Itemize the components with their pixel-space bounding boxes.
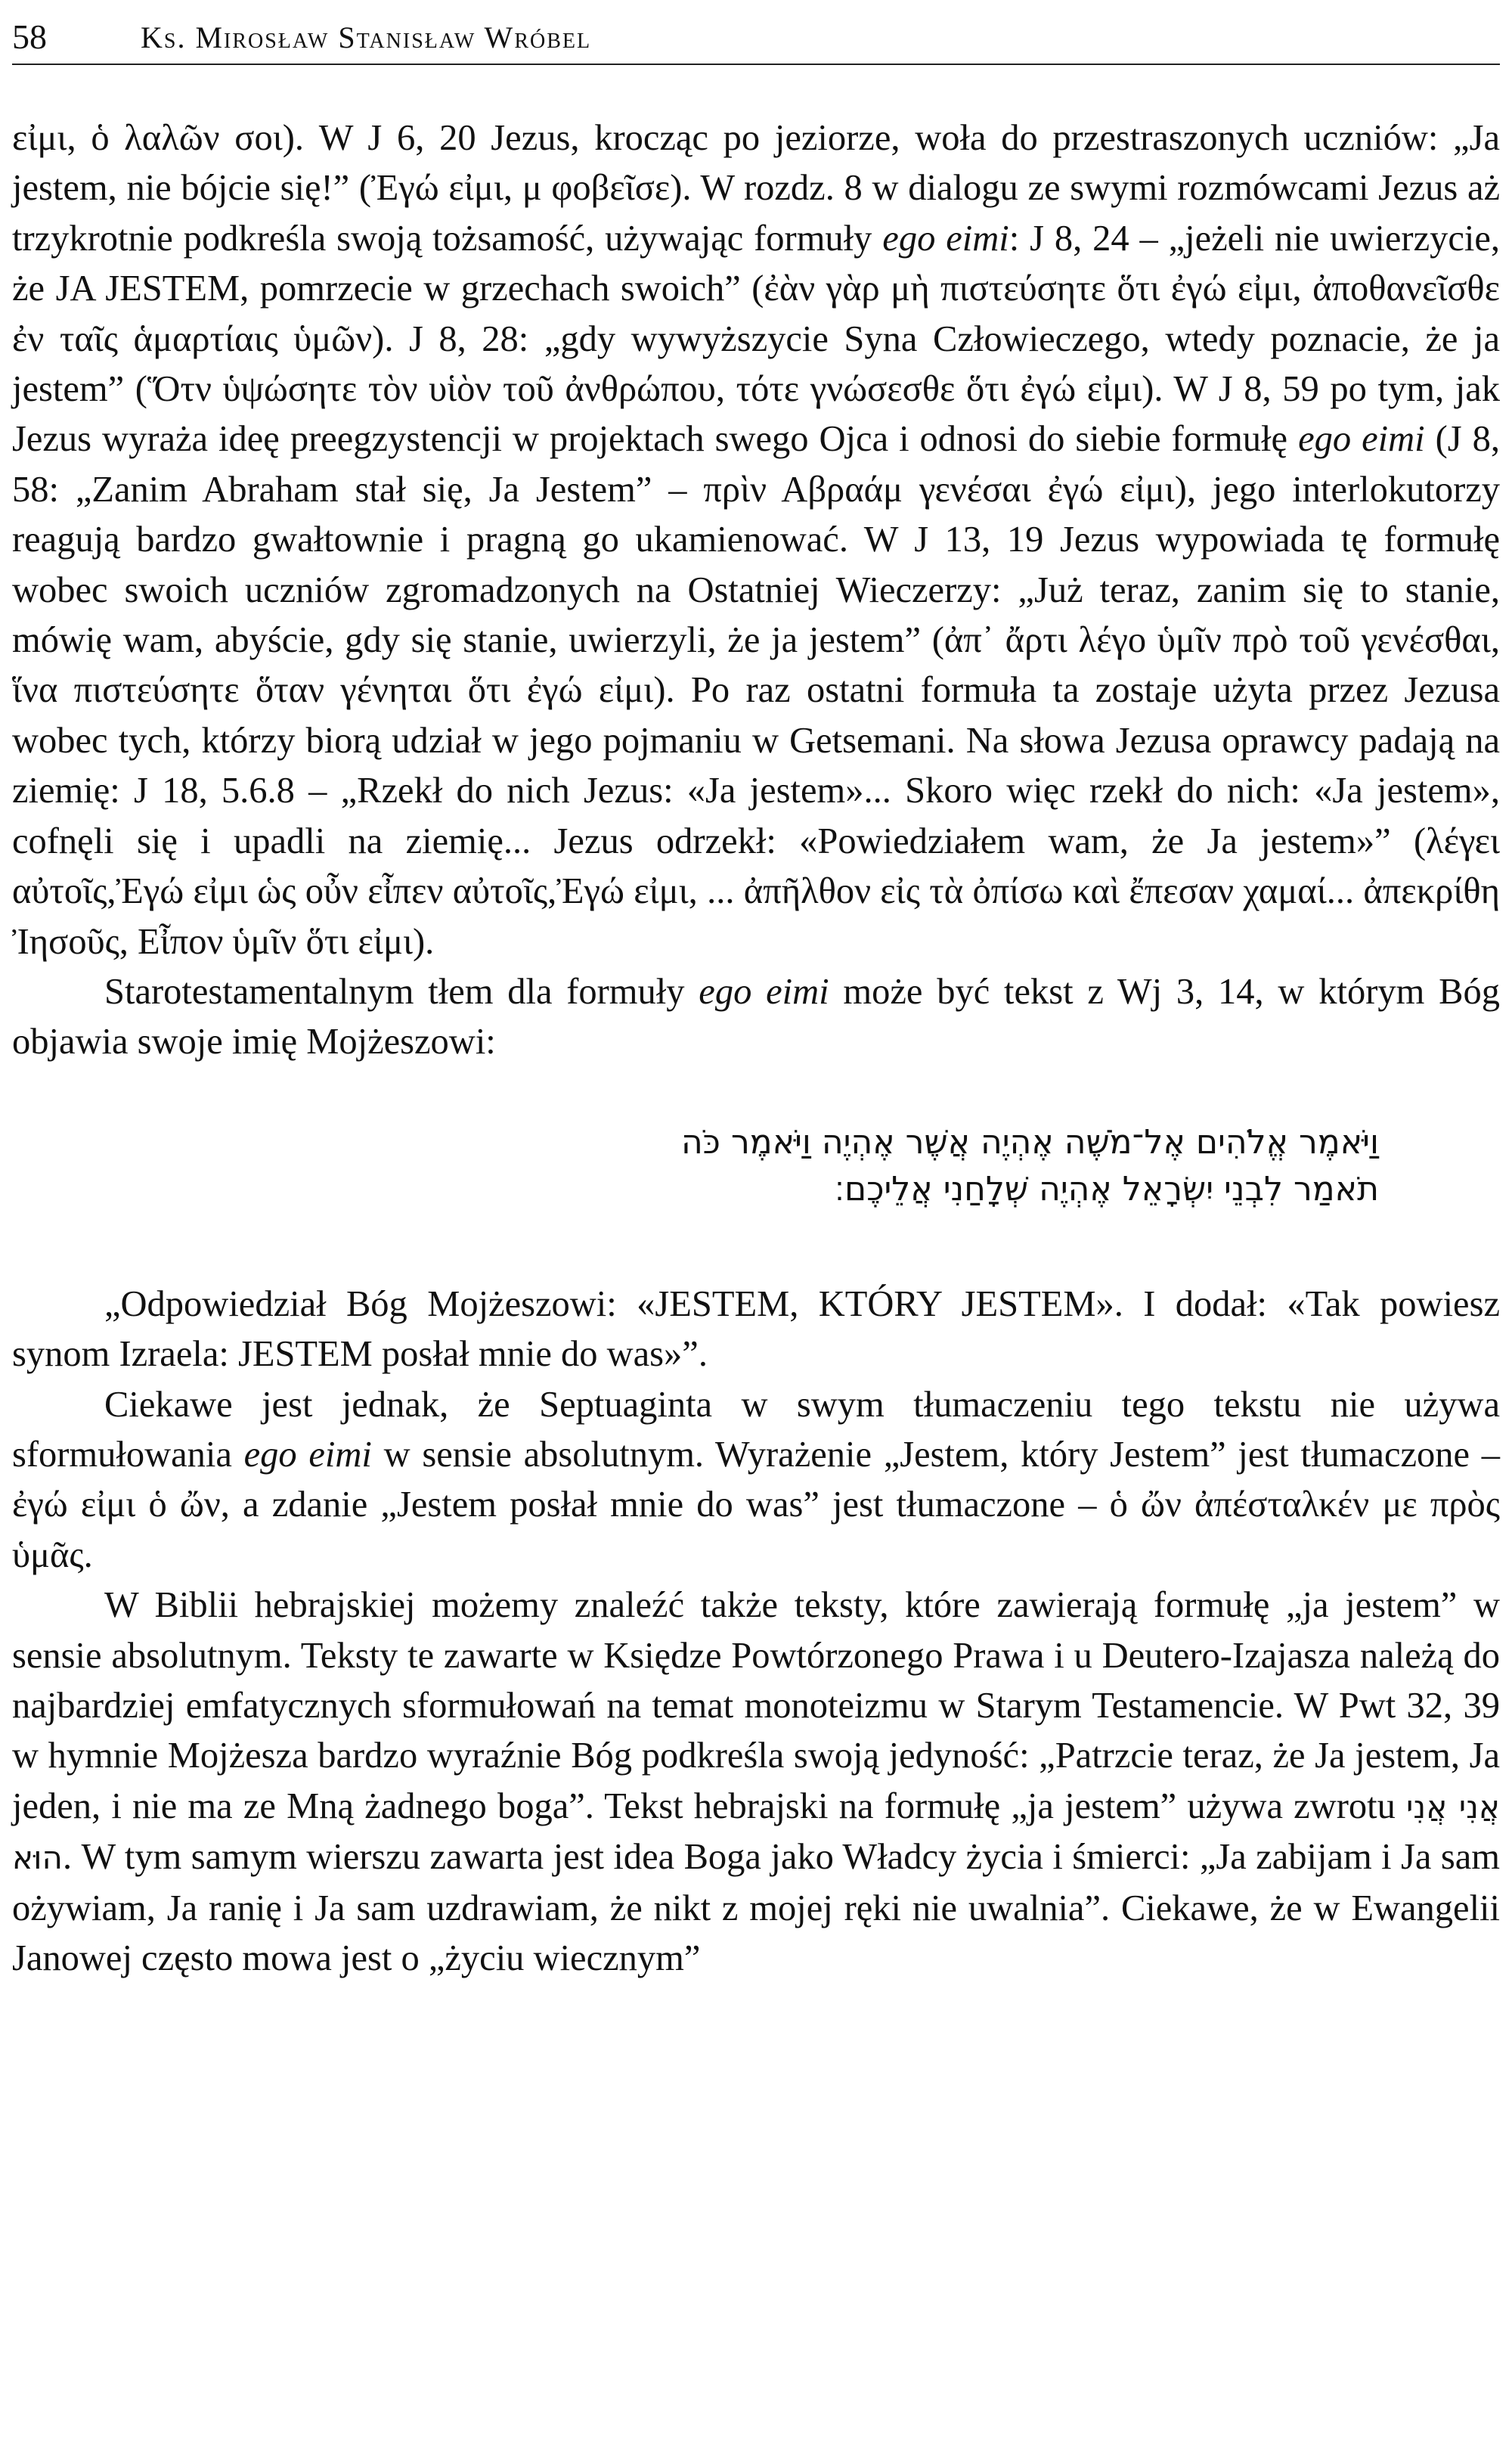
- term-ego-eimi: ego eimi: [1298, 419, 1425, 460]
- hebrew-quotation: [12, 1119, 1500, 1213]
- paragraph-5-part-2: . W tym samym wierszu zawarta jest idea Boga jako Władcy życia i śmierci: „Ja zabijam i Ja sam ożywiam, Ja ranię i Ja sam uzdrawiam, że nikt z mojej ręki nie uwalnia”. Ciekawe, że w Ewangelii Janowej często mowa jest o „życiu wiecznym”: [12, 1837, 1500, 1978]
- paragraph-3: „Odpowiedział Bóg Mojżeszowi: «JESTEM, KTÓRY JESTEM». I dodał: «Tak powiesz synom Izraela: JESTEM posłał mnie do was»”.: [12, 1283, 1500, 1375]
- page-number: 58: [12, 17, 47, 56]
- hebrew-inline-phrase: אֲנִי אֲנִי הוּא: [12, 1788, 1501, 1877]
- paragraph-2: [12, 967, 1500, 1068]
- paragraph-1-part-1: εἰμι, ὁ λαλῶν σοι). W J 6, 20 Jezus, krocząc po jeziorze, woła do przestraszonych uczniów: „Ja jestem, nie bójcie się!” (Ἐγώ εἰμι, μ φοβεῖσε). W rozdz. 8 w dialogu ze swymi rozmówcami Jezus aż trzykrotnie podkreśla swoją tożsamość, używając formuły: [12, 118, 1500, 259]
- term-ego-eimi: ego eimi: [882, 218, 1009, 259]
- term-ego-eimi: ego eimi: [699, 971, 829, 1012]
- running-head-author: Ks. Mirosław Stanisław Wróbel: [141, 20, 592, 54]
- page-header: [12, 11, 1500, 65]
- paragraph-1-part-3: (J 8, 58: „Zanim Abraham stał się, Ja Jestem” – πρὶν Αβραάμ γενέσαι ἐγώ εἰμι), jego interlokutorzy reagują bardzo gwałtownie i pragną go ukamienować. W J 13, 19 Jezus wypowiada tę formułę wobec swoich uczniów zgromadzonych na Ostatniej Wieczerzy: „Już teraz, zanim się to stanie, mówię wam, abyście, gdy się stanie, uwierzyli, że ja jestem” (ἀπ᾽ ἄρτι λέγο ὑμῖν πρὸ τοῦ γενέσθαι, ἵνα πιστεύσητε ὅταν γένηται ὅτι ἐγώ εἰμι). Po raz ostatni formuła ta zostaje użyta przez Jezusa wobec tych, którzy biorą udział w jego pojmaniu w Getsemani. Na słowa Jezusa oprawcy padają na ziemię: J 18, 5.6.8 – „Rzekł do nich Jezus: «Ja jestem»... Skoro więc rzekł do nich: «Ja jestem», cofnęli się i upadli na ziemię... Jezus odrzekł: «Powiedziałem wam, że Ja jestem»” (λέγει αὐτοῖς,Ἐγώ εἰμι ὡς οὖν εἶπεν αὐτοῖς,Ἐγώ εἰμι, ... ἀπῆλθον εἰς τὰ ὀπίσω καὶ ἔπεσαν χαμαί... ἀπεκρίθη Ἰησοῦς, Εἶπον ὑμῖν ὅτι εἰμι).: [12, 419, 1500, 962]
- paragraph-4-part-2: w sensie absolutnym. Wyrażenie „Jestem, który Jestem” jest tłumaczone – ἐγώ εἰμι ὁ ὤν, a zdanie „Jestem posłał mnie do was” jest tłumaczone – ὁ ὤν ἀπέσταλκέν με πρὸς ὑμᾶς.: [12, 1434, 1500, 1575]
- hebrew-line-1: וַיֹּאמֶר אֱלֹהִים אֶל־מֹשֶׁה אֶהְיֶה אֲשֶׁר אֶהְיֶה וַיֹּאמֶר כֹּה: [680, 1122, 1379, 1162]
- paragraph-5: [12, 1581, 1500, 1984]
- paragraph-2-part-1: Starotestamentalnym tłem dla formuły: [104, 971, 699, 1012]
- body-text: [12, 113, 1500, 1984]
- paragraph-1: [12, 113, 1500, 967]
- paragraph-1-part-2: : J 8, 24 – „jeżeli nie uwierzycie, że JA JESTEM, pomrzecie w grzechach swoich” (ἐὰν γὰρ μὴ πιστεύσητε ὅτι ἐγώ εἰμι, ἀποθανεῖσθε ἐν ταῖς ἁμαρτίαις ὑμῶν). J 8, 28: „gdy wywyższycie Syna Człowieczego, wtedy poznacie, że ja jestem” (Ὅτν ὑψώσητε τὸν υἱὸν τοῦ ἀνθρώπου, τότε γνώσεσθε ὅτι ἐγώ εἰμι). W J 8, 59 po tym, jak Jezus wyraża ideę preegzystencji w projektach swego Ojca i odnosi do siebie formułę: [12, 218, 1501, 460]
- paragraph-2-part-2: może być tekst z Wj 3, 14, w którym Bóg objawia swoje imię Mojżeszowi:: [12, 971, 1500, 1063]
- header-rule: [12, 64, 1500, 65]
- term-ego-eimi: ego eimi: [243, 1434, 372, 1475]
- paragraph-4: [12, 1380, 1500, 1581]
- paragraph-5-part-1: W Biblii hebrajskiej możemy znaleźć także teksty, które zawierają formułę „ja jestem” w sensie absolutnym. Teksty te zawarte w Księdze Powtórzonego Prawa i u Deutero-Izajasza należą do najbardziej emfatycznych sformułowań na temat monoteizmu w Starym Testamencie. W Pwt 32, 39 w hymnie Mojżesza bardzo wyraźnie Bóg podkreśla swoją jedyność: „Patrzcie teraz, że Ja jestem, Ja jeden, i nie ma ze Mną żadnego boga”. Tekst hebrajski na formułę „ja jestem” używa zwrotu: [12, 1585, 1500, 1826]
- paragraph-4-part-1: Ciekawe jest jednak, że Septuaginta w swym tłumaczeniu tego tekstu nie używa sformułowania: [12, 1384, 1500, 1475]
- hebrew-line-2: תֹאמַר לִבְנֵי יִשְׂרָאֵל אֶהְיֶה שְׁלָחַנִי אֲלֵיכֶם׃: [835, 1169, 1379, 1208]
